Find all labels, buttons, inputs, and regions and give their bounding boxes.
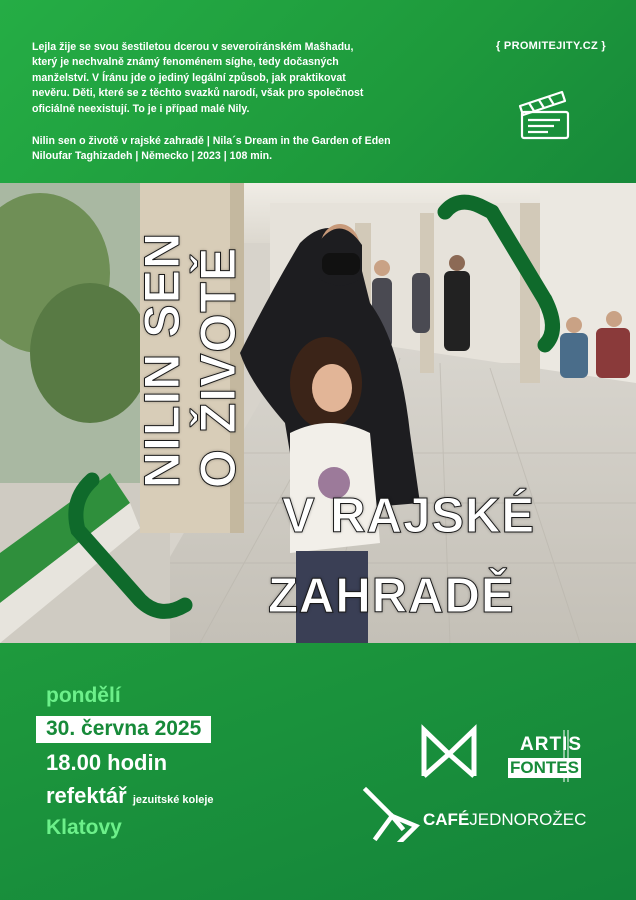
cafe-bold: CAFÉ: [423, 810, 470, 829]
venue-name: refektář: [46, 783, 127, 808]
synopsis-line: nevěru. Děti, které se z těchto svazků narodí, však pro společnost: [32, 87, 364, 100]
brand-label[interactable]: { PROMITEJITY.CZ }: [496, 40, 606, 52]
event-day: pondělí: [46, 684, 121, 707]
museum-m-logo: [420, 724, 478, 780]
event-time: 18.00 hodin: [46, 750, 168, 775]
title-line-3: V RAJSKÉ: [282, 489, 536, 543]
artis-fontes-logo: [506, 730, 596, 786]
synopsis-line: který je nechvalně známý fenoménem síghe, tedy dočasných: [32, 56, 339, 69]
film-credits: Niloufar Taghizadeh | Německo | 2023 | 108 min.: [32, 150, 273, 163]
synopsis-line: manželství. V Íránu jde o jediný legální způsob, jak praktikovat: [32, 71, 346, 84]
event-venue: [46, 783, 214, 809]
synopsis-line: oficiálně neexistují. To je i případ malé Nily.: [32, 102, 250, 115]
cafe-rest: JEDNOROŽEC: [469, 810, 587, 829]
cafe-unicorn-logo: [362, 786, 420, 842]
film-titles: Nilin sen o životě v rajské zahradě | Nila´s Dream in the Garden of Eden: [32, 135, 391, 147]
synopsis-line: Lejla žije se svou šestiletou dcerou v severoíránském Mašhadu,: [32, 41, 354, 53]
fontes-text: FONTES: [510, 758, 579, 777]
cafe-jednorozec-text: [423, 810, 586, 830]
title-line-1: NILIN SEN: [134, 231, 190, 489]
venue-detail: jezuitské koleje: [132, 794, 214, 806]
title-line-2: O ŽIVOTĚ: [190, 246, 246, 489]
event-date: 30. června 2025: [36, 716, 211, 743]
poster-title-vertical: [134, 232, 246, 488]
event-city: Klatovy: [46, 816, 122, 839]
artis-text: ARTIS: [520, 734, 582, 755]
title-line-4: ZAHRADĚ: [268, 569, 515, 623]
